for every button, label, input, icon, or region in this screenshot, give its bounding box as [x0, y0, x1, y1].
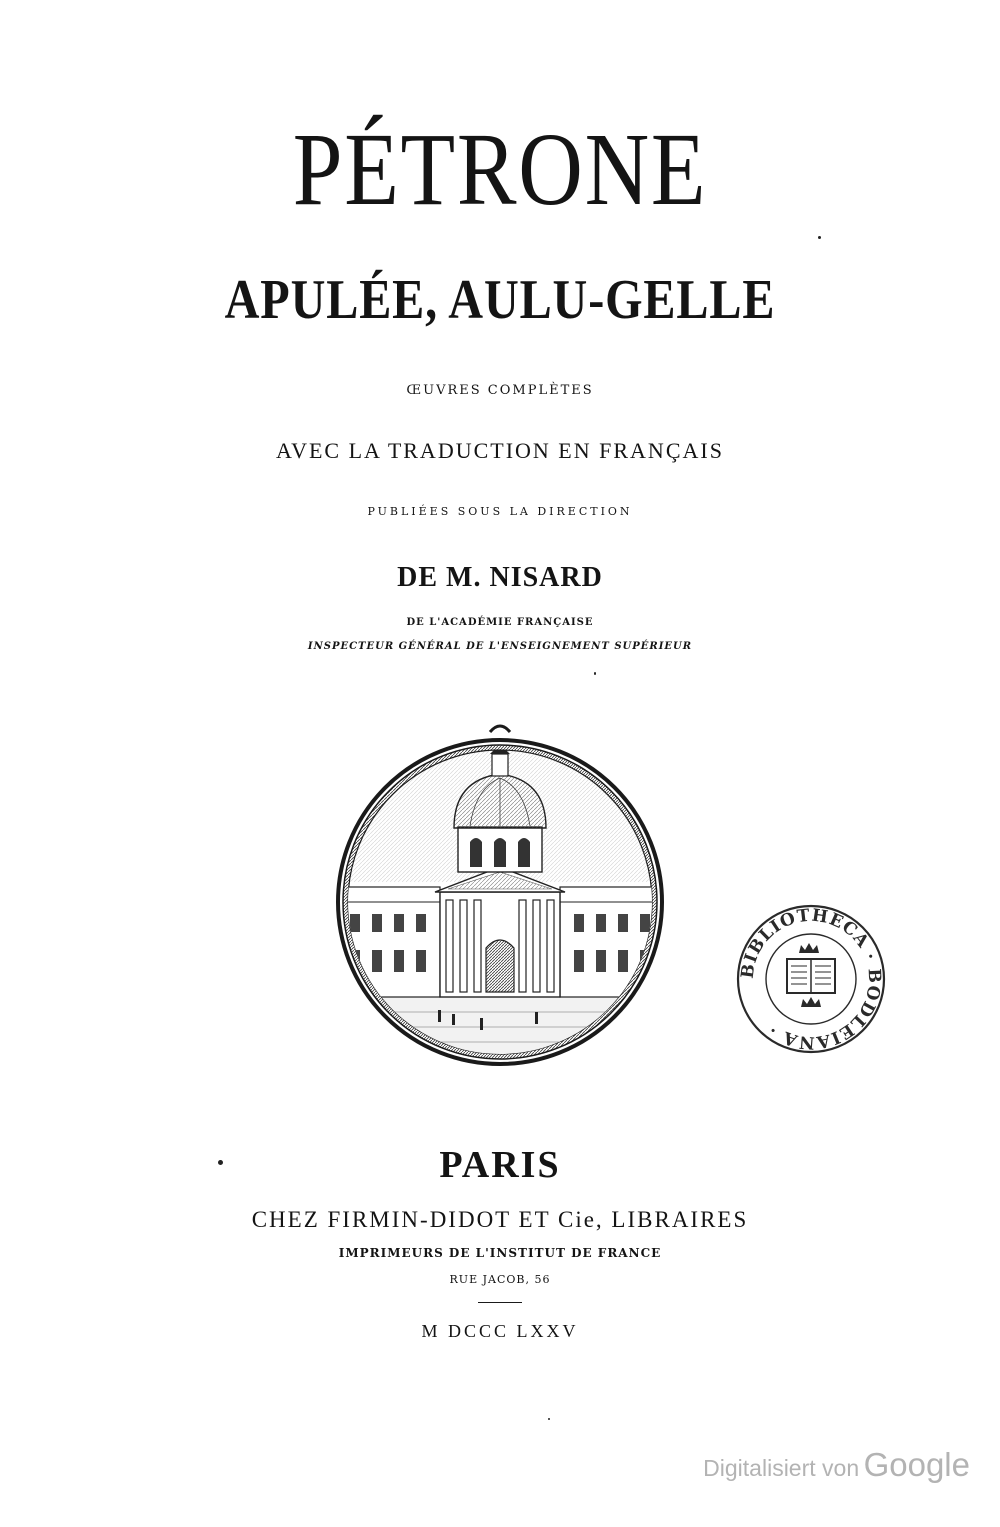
digitization-notice-prefix: Digitalisiert von — [703, 1455, 860, 1481]
digitization-notice-brand: Google — [863, 1446, 970, 1483]
direction-line: PUBLIÉES SOUS LA DIRECTION — [367, 505, 633, 518]
title-secondary: APULÉE, AULU-GELLE — [224, 269, 776, 331]
stamp-text: BIBLIOTHECA · BODLEIANA · — [737, 905, 885, 1053]
works-line: ŒUVRES COMPLÈTES — [406, 383, 594, 398]
publisher-address: RUE JACOB, 56 — [449, 1273, 551, 1286]
divider-rule — [478, 1302, 522, 1303]
scan-speck — [594, 672, 596, 675]
editor-affiliation-academy: DE L'ACADÉMIE FRANÇAISE — [406, 617, 594, 628]
digitization-notice — [703, 1448, 970, 1481]
scan-speck — [218, 1160, 223, 1165]
translation-line: AVEC LA TRADUCTION EN FRANÇAIS — [276, 438, 724, 463]
scan-speck — [818, 236, 821, 239]
publication-place: PARIS — [439, 1144, 561, 1186]
institut-vignette-illustration — [330, 722, 670, 1067]
publisher: CHEZ FIRMIN-DIDOT ET Cie, LIBRAIRES — [251, 1207, 749, 1232]
printer-line: IMPRIMEURS DE L'INSTITUT DE FRANCE — [338, 1246, 662, 1260]
bodleian-library-stamp — [735, 903, 887, 1055]
title-main: PÉTRONE — [292, 112, 708, 227]
editor-affiliation-inspector: INSPECTEUR GÉNÉRAL DE L'ENSEIGNEMENT SUPÉRIEUR — [307, 641, 693, 652]
editor-name: DE M. NISARD — [397, 562, 603, 593]
publication-date: M DCCC LXXV — [421, 1321, 579, 1341]
scan-speck — [548, 1418, 550, 1420]
